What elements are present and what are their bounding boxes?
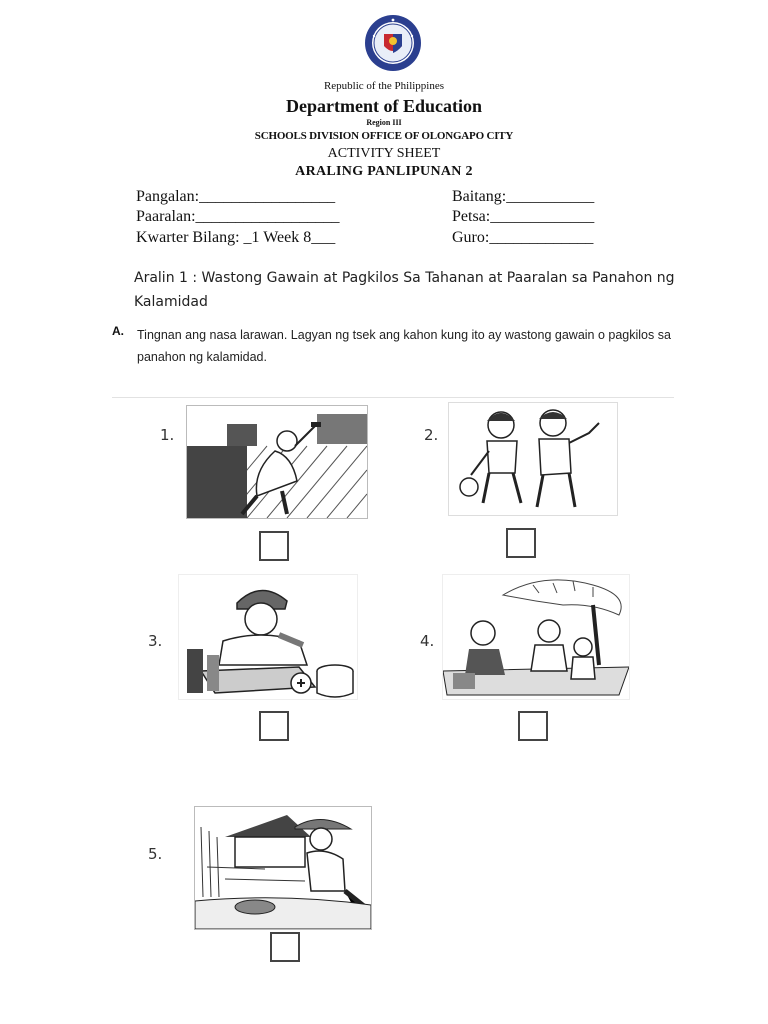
children-playing-ball-icon xyxy=(448,402,618,516)
checkbox-item-2[interactable] xyxy=(506,528,536,558)
lesson-title: Aralin 1 : Wastong Gawain at Pagkilos Sa Tahanan at Paaralan sa Panahon ng Kalamidad xyxy=(134,270,675,310)
family-picnic-under-tree-icon xyxy=(442,574,630,700)
checkbox-item-5[interactable] xyxy=(270,932,300,962)
checkbox-item-4[interactable] xyxy=(518,711,548,741)
checkbox-item-1[interactable] xyxy=(259,531,289,561)
instruction-text: Tingnan ang nasa larawan. Lagyan ng tsek ang kahon kung ito ay wastong gawain o pagkilos sa panahon ng kalamidad. xyxy=(137,328,671,364)
deped-seal-icon xyxy=(364,14,422,72)
guro-field[interactable]: Guro:_____________ xyxy=(452,229,594,246)
divider xyxy=(112,397,674,398)
region-label: Region III xyxy=(366,118,402,127)
division-label: SCHOOLS DIVISION OFFICE OF OLONGAPO CITY xyxy=(254,130,514,142)
item-number: 5. xyxy=(148,845,163,863)
item-number: 3. xyxy=(148,632,163,650)
department-title: Department of Education xyxy=(286,96,482,116)
item-number: 2. xyxy=(424,426,439,444)
kwarter-field[interactable]: Kwarter Bilang: _1 Week 8___ xyxy=(136,229,336,246)
subject-title: ARALING PANLIPUNAN 2 xyxy=(295,164,473,179)
item-number: 4. xyxy=(420,632,435,650)
item-number: 1. xyxy=(160,426,175,444)
paaralan-field[interactable]: Paaralan:__________________ xyxy=(136,208,340,225)
checkbox-item-3[interactable] xyxy=(259,711,289,741)
sheet-type-label: ACTIVITY SHEET xyxy=(327,146,441,161)
petsa-field[interactable]: Petsa:_____________ xyxy=(452,208,595,225)
man-hammering-roof-icon xyxy=(186,405,368,519)
republic-label: Republic of the Philippines xyxy=(323,80,445,92)
boy-preparing-emergency-kit-icon xyxy=(178,574,358,700)
woman-cleaning-canal-icon xyxy=(194,806,372,930)
instruction-label: A. xyxy=(112,324,124,338)
pangalan-field[interactable]: Pangalan:_________________ xyxy=(136,188,336,205)
baitang-field[interactable]: Baitang:___________ xyxy=(452,188,595,205)
